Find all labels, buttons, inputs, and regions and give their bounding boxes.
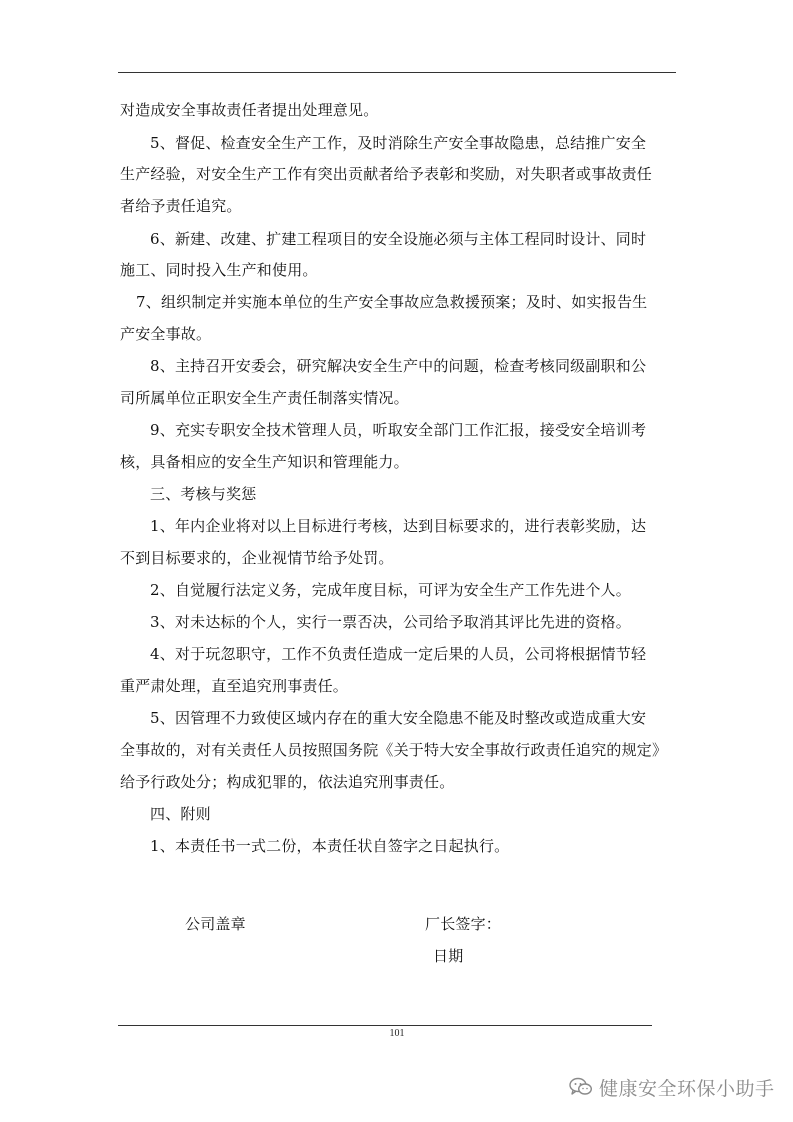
section-heading: 三、考核与奖惩 — [150, 485, 257, 503]
body-line: 生产经验，对安全生产工作有突出贡献者给予表彰和奖励，对失职者或事故责任 — [120, 165, 653, 183]
body-line: 不到目标要求的，企业视情节给予处罚。 — [120, 549, 394, 567]
body-line: 对造成安全事故责任者提出处理意见。 — [120, 101, 379, 119]
body-line: 6、新建、改建、扩建工程项目的安全设施必须与主体工程同时设计、同时 — [150, 230, 647, 248]
body-line: 3、对未达标的个人，实行一票否决，公司给予取消其评比先进的资格。 — [150, 613, 631, 631]
body-line: 5、督促、检查安全生产工作，及时消除生产安全事故隐患，总结推广安全 — [150, 134, 647, 152]
watermark — [569, 1075, 775, 1099]
body-line: 产安全事故。 — [120, 325, 212, 343]
body-line: 1、本责任书一式二份，本责任状自签字之日起执行。 — [150, 837, 510, 855]
company-seal-label: 公司盖章 — [185, 915, 246, 933]
body-line: 4、对于玩忽职守，工作不负责任造成一定后果的人员，公司将根据情节轻 — [150, 645, 647, 663]
body-line: 8、主持召开安委会，研究解决安全生产中的问题，检查考核同级副职和公 — [150, 357, 647, 375]
body-line: 司所属单位正职安全生产责任制落实情况。 — [120, 389, 409, 407]
footer-rule — [118, 1025, 652, 1026]
date-label: 日期 — [433, 947, 464, 965]
body-line: 9、充实专职安全技术管理人员，听取安全部门工作汇报，接受安全培训考 — [150, 421, 647, 439]
header-rule — [118, 72, 676, 73]
section-heading: 四、附则 — [150, 805, 211, 823]
wechat-icon — [569, 1077, 593, 1097]
body-line: 全事故的，对有关责任人员按照国务院《关于特大安全事故行政责任追究的规定》 — [120, 741, 668, 759]
body-line: 重严肃处理，直至追究刑事责任。 — [120, 677, 349, 695]
body-line: 核，具备相应的安全生产知识和管理能力。 — [120, 453, 409, 471]
page-number: 101 — [389, 1028, 405, 1039]
body-line: 施工、同时投入生产和使用。 — [120, 261, 318, 279]
body-line: 5、因管理不力致使区域内存在的重大安全隐患不能及时整改或造成重大安 — [150, 709, 647, 727]
body-line: 2、自觉履行法定义务，完成年度目标，可评为安全生产工作先进个人。 — [150, 581, 631, 599]
body-line: 7、组织制定并实施本单位的生产安全事故应急救援预案；及时、如实报告生 — [136, 293, 648, 311]
body-line: 给予行政处分；构成犯罪的，依法追究刑事责任。 — [120, 773, 455, 791]
body-line: 者给予责任追究。 — [120, 197, 242, 215]
body-line: 1、年内企业将对以上目标进行考核，达到目标要求的，进行表彰奖励，达 — [150, 517, 647, 535]
director-signature-label: 厂长签字： — [425, 915, 502, 933]
watermark-text: 健康安全环保小助手 — [599, 1077, 775, 1100]
